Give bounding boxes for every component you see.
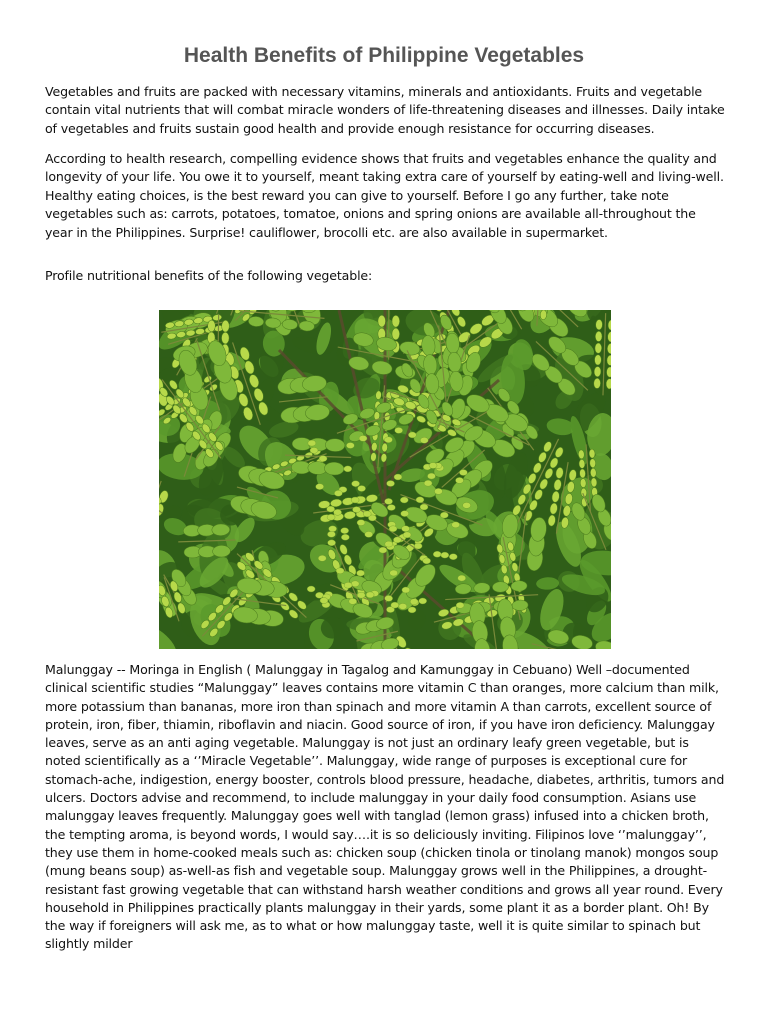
malunggay-paragraph: Malunggay -- Moringa in English ( Malunggay in Tagalog and Kamunggay in Cebuano) Well –documented clinical scientific studies “Malunggay” leaves contains more vitamin C than oranges, more calcium than milk, more potassium than bananas, more iron than spinach and more vitamin A than carrots, excellent source of protein, iron, fiber, thiamin, riboflavin and niacin. Good source of iron, if you have iron deficiency. Malunggay leaves, serve as an anti aging vegetable. Malunggay is not just an ordinary leafy green vegetable, but is noted scientifically as a ‘’Miracle Vegetable’’. Malunggay, wide range of purposes is exceptional cure for stomach-ache, indigestion, energy booster, controls blood pressure, headache, diabetes, arthritis, tumors and ulcers. Doctors advise and recommend, to include malunggay in your daily food consumption. Asians use malunggay leaves frequently. Malunggay goes well with tanglad (lemon grass) infused into a chicken broth, the tempting aroma, is beyond words, I would say….it is so deliciously inviting. Filipinos love ‘’malunggay’’, they use them in home-cooked meals such as: chicken soup (chicken tinola or tinolang manok) mongos soup (mung beans soup) as-well-as fish and vegetable soup. Malunggay grows well in the Philippines, a drought-resistant fast growing vegetable that can withstand harsh weather conditions and grows all year round. Every household in Philippines practically plants malunggay in their yards, some plant it as a border plant. Oh! By the way if foreigners will ask me, as to what or how malunggay taste, well it is quite similar to spinach but slightly milder <box>45 662 725 952</box>
malunggay-plant-illustration <box>159 310 611 649</box>
profile-lead-in: Profile nutritional benefits of the following vegetable: <box>45 268 373 283</box>
intro-paragraph: Vegetables and fruits are packed with necessary vitamins, minerals and antioxidants. Fruits and vegetable contain vital nutrients that will combat miracle wonders of life-threatening diseases and illnesses. Daily intake of vegetables and fruits sustain good health and provide enough resistance for occurring diseases. <box>45 84 725 136</box>
malunggay-photo <box>159 310 611 649</box>
page-title: Health Benefits of Philippine Vegetables <box>183 44 585 67</box>
research-paragraph: According to health research, compelling evidence shows that fruits and vegetables enhance the quality and longevity of your life. You owe it to yourself, meant taking extra care of yourself by eating-well and living-well. Healthy eating choices, is the best reward you can give to yourself. Before I go any further, take note vegetables such as: carrots, potatoes, tomatoe, onions and spring onions are available all-throughout the year in the Philippines. Surprise! cauliflower, brocolli etc. are also available in supermarket. <box>45 151 724 240</box>
